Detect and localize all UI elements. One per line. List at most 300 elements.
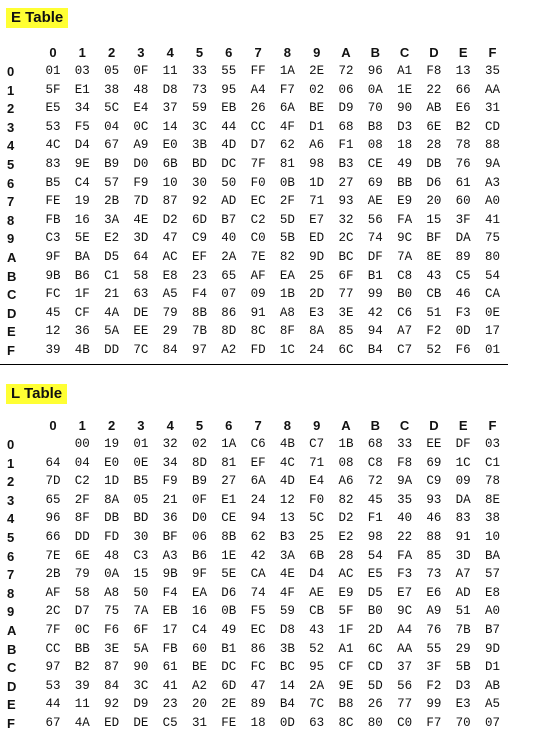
row-header: 6 [7, 175, 15, 191]
column-header: A [341, 418, 351, 433]
table-cell: 70 [367, 101, 383, 116]
table-cell: 62 [279, 138, 295, 153]
table-cell: 29 [455, 641, 471, 656]
table-cell: 2E [309, 64, 325, 78]
table-cell: 15 [133, 567, 149, 582]
table-cell: 79 [74, 567, 90, 582]
table-cell: 89 [455, 250, 471, 264]
row-header: B [7, 268, 17, 284]
table-cell: F1 [367, 511, 383, 526]
table-cell: C9 [191, 231, 207, 246]
table-cell: 9C [397, 231, 413, 246]
row-header: F [7, 343, 15, 358]
table-cell: 3B [191, 138, 207, 153]
table-cell: AF [250, 268, 266, 283]
column-header: 2 [107, 45, 116, 60]
table-cell: 74 [250, 585, 266, 600]
table-cell: 04 [104, 119, 120, 134]
table-cell: 3C [191, 119, 207, 134]
table-cell: 7E [45, 548, 61, 563]
column-header: 6 [225, 45, 233, 60]
table-cell: B0 [367, 604, 383, 619]
table-cell: 3C [133, 678, 149, 693]
table-cell: EC [250, 623, 266, 637]
table-cell: 5C [309, 511, 325, 526]
table-cell: 27 [338, 175, 354, 190]
table-cell: C2 [74, 474, 90, 489]
table-cell: 1C [279, 343, 295, 357]
table-cell: 42 [367, 305, 383, 320]
table-cell: 0D [455, 324, 471, 339]
table-cell: E1 [221, 492, 237, 507]
column-header: F [488, 418, 497, 433]
table-cell: 9B [45, 268, 61, 283]
table-cell: A7 [397, 324, 413, 339]
table-cell: 2D [367, 623, 383, 637]
row-header: 0 [7, 64, 15, 79]
table-cell: F5 [250, 604, 266, 619]
row-header: 1 [7, 455, 15, 471]
table-cell: 8B [221, 530, 237, 544]
table-cell: 16 [74, 212, 90, 227]
row-header: 8 [7, 585, 15, 601]
table-cell: 33 [397, 437, 413, 451]
table-cell: F3 [455, 305, 471, 320]
table-cell: C5 [162, 716, 178, 730]
table-cell: 7E [250, 250, 266, 264]
table-cell: 0E [133, 455, 149, 470]
column-header: C [399, 45, 410, 60]
table-cell: 15 [426, 212, 442, 227]
table-cell: 62 [250, 530, 266, 544]
row-header: C [7, 660, 17, 676]
table-cell: DB [426, 157, 442, 171]
table-cell: 65 [45, 492, 61, 507]
table-cell: E2 [104, 231, 120, 246]
table-cell: 6A [250, 474, 266, 489]
table-cell: CC [250, 119, 266, 134]
table-cell: 5B [455, 660, 471, 675]
column-header: E [458, 45, 468, 60]
row-header: C [7, 287, 17, 303]
table-cell: 97 [191, 343, 207, 357]
table-cell: 41 [484, 212, 500, 227]
table-cell: 77 [397, 697, 413, 712]
table-cell: 99 [367, 287, 383, 302]
table-cell: 4E [133, 212, 149, 227]
table-cell: 56 [397, 678, 413, 693]
table-cell: 03 [74, 64, 90, 78]
table-cell: DE [133, 305, 149, 320]
table-cell: 88 [426, 530, 442, 544]
table-cell: 60 [191, 641, 207, 656]
table-cell: AF [45, 585, 61, 600]
table-cell: E7 [397, 585, 413, 600]
table-cell: FC [45, 287, 61, 302]
table-cell: BA [484, 548, 500, 563]
table-cell: 4A [74, 716, 90, 730]
table-cell: E3 [455, 697, 471, 712]
table-cell: 81 [279, 157, 295, 171]
table-cell: 06 [338, 82, 354, 97]
table-cell: E4 [133, 101, 149, 116]
table-cell: 1C [455, 455, 471, 470]
table-cell: 4F [279, 119, 295, 134]
table-cell: E0 [104, 455, 120, 470]
table-cell: 01 [133, 437, 149, 451]
table-cell: 8F [279, 324, 295, 339]
table-cell: F7 [426, 716, 442, 730]
table-cell: 69 [426, 455, 442, 470]
table-cell: 17 [484, 324, 500, 339]
table-cell: 03 [484, 437, 500, 451]
table-cell: 7C [133, 343, 149, 357]
table-cell: AE [367, 194, 383, 209]
column-header: 1 [78, 45, 86, 60]
column-header: 7 [254, 45, 262, 60]
table-cell: FD [250, 343, 266, 357]
table-cell: B5 [45, 175, 61, 190]
table-cell: 50 [221, 175, 237, 190]
table-cell: 8F [74, 511, 90, 526]
table-cell: 6C [367, 641, 383, 656]
table-cell: FA [397, 548, 413, 563]
table-cell: AD [455, 585, 471, 600]
table-cell: C1 [104, 268, 120, 283]
table-cell: C7 [397, 343, 413, 357]
table-cell: CF [338, 660, 354, 675]
table-cell: 22 [426, 82, 442, 97]
row-header: A [7, 623, 17, 638]
table-cell: B4 [279, 697, 295, 712]
table-cell: B9 [191, 474, 207, 489]
column-header: 4 [166, 45, 174, 60]
table-cell: FA [397, 212, 413, 227]
table-cell: 3A [104, 212, 120, 227]
table-cell: A6 [338, 474, 354, 489]
table-cell: D6 [221, 585, 237, 600]
table-cell: 60 [455, 194, 471, 209]
table-cell: B1 [367, 268, 383, 283]
table-cell: 91 [250, 305, 266, 320]
table-cell: F2 [426, 324, 442, 339]
table-cell: 23 [162, 697, 178, 712]
table-cell: 36 [74, 324, 90, 339]
table-cell: FC [250, 660, 266, 675]
table-cell: 30 [133, 530, 149, 544]
table-cell: 6D [221, 678, 237, 693]
table-cell: 54 [367, 548, 383, 563]
table-cell: A8 [104, 585, 120, 600]
table-cell: 72 [367, 474, 383, 489]
table-cell: D5 [104, 250, 120, 264]
table-cell: B6 [191, 548, 207, 563]
table-cell: 2B [45, 567, 61, 582]
table-cell: 7B [191, 324, 207, 339]
table-cell: CB [309, 604, 325, 619]
table-cell: A2 [191, 678, 207, 693]
table-cell: D6 [426, 175, 442, 190]
table-cell: F6 [104, 623, 120, 637]
table-cell: C9 [426, 474, 442, 489]
table-cell: 90 [397, 101, 413, 116]
table-cell: D4 [74, 138, 90, 153]
table-cell: FB [45, 212, 61, 227]
table-cell: F3 [397, 567, 413, 582]
column-header: 7 [254, 418, 262, 433]
table-cell: E9 [338, 585, 354, 600]
table-cell: 5E [221, 567, 237, 582]
table-cell: D9 [338, 101, 354, 116]
table-cell: BE [309, 101, 325, 116]
table-cell: 95 [221, 82, 237, 97]
table-cell: 49 [221, 623, 237, 637]
table-cell: 35 [484, 64, 500, 78]
table-cell: FD [104, 530, 120, 544]
table-cell: E3 [309, 305, 325, 320]
table-cell: AC [162, 250, 178, 264]
table-cell: BD [191, 157, 207, 171]
row-header: 8 [7, 212, 15, 228]
table-cell: 93 [338, 194, 354, 209]
table-cell: D2 [338, 511, 354, 526]
table-cell: AA [397, 641, 413, 656]
table-cell: 8E [426, 250, 442, 264]
table-cell: 75 [484, 231, 500, 246]
table-cell: E1 [74, 82, 90, 97]
table-cell: A7 [455, 567, 471, 582]
table-cell: B7 [484, 623, 500, 637]
table-cell: AA [484, 82, 500, 97]
table-cell: D1 [484, 660, 500, 675]
table-cell: 10 [484, 530, 500, 544]
table-cell: 94 [250, 511, 266, 526]
table-cell: 37 [397, 660, 413, 675]
table-cell: 5C [104, 101, 120, 116]
table-cell: 1B [338, 437, 354, 451]
table-cell: D1 [309, 119, 325, 134]
table-cell: EC [250, 194, 266, 209]
table-cell: 25 [309, 268, 325, 283]
table-cell: F6 [455, 343, 471, 357]
table-cell: 3F [455, 212, 471, 227]
table-cell: E2 [338, 530, 354, 544]
table-cell: 41 [162, 678, 178, 693]
table-cell: 0A [104, 567, 120, 582]
table-cell: 75 [104, 604, 120, 619]
table-cell: 55 [426, 641, 442, 656]
row-header: 4 [7, 138, 15, 154]
table-cell: 16 [191, 604, 207, 619]
table-cell: C8 [397, 268, 413, 283]
table-cell: 31 [191, 716, 207, 730]
table-cell: 0E [484, 305, 500, 320]
table-cell: 56 [367, 212, 383, 227]
table-cell: E6 [455, 101, 471, 116]
table-cell: 38 [104, 82, 120, 97]
table-cell: 6E [426, 119, 442, 134]
table-cell: 1A [221, 437, 237, 451]
table-cell: 2F [279, 194, 295, 209]
row-header: A [7, 250, 17, 265]
row-header: D [7, 678, 17, 694]
table-cell: 9D [484, 641, 500, 656]
table-cell: A9 [133, 138, 149, 153]
table-cell: CD [484, 119, 500, 134]
column-header: 3 [137, 45, 145, 60]
table-cell: 6A [279, 101, 295, 116]
table-cell: BA [74, 250, 90, 264]
table-cell: F7 [279, 82, 295, 97]
table-cell: EA [279, 268, 295, 283]
table-cell: 54 [484, 268, 500, 283]
table-cell: F2 [426, 678, 442, 693]
table-cell: E0 [162, 138, 178, 153]
table-cell: 7B [455, 623, 471, 637]
table-cell: 08 [338, 455, 354, 470]
row-header: 3 [7, 492, 15, 508]
table-cell: 00 [74, 437, 90, 451]
table-cell: AB [426, 101, 442, 116]
table-cell: 3E [338, 305, 354, 320]
table-cell: EA [191, 585, 207, 600]
table-cell: 34 [74, 101, 90, 116]
table-cell: 5F [45, 82, 61, 97]
table-cell: E4 [309, 474, 325, 489]
table-cell: 92 [104, 697, 120, 712]
table-cell: 8B [191, 305, 207, 320]
table-cell: 34 [162, 455, 178, 470]
table-cell: 6B [309, 548, 325, 563]
table-cell: 4D [221, 138, 237, 153]
table-cell: E6 [426, 585, 442, 600]
column-header: 1 [78, 418, 86, 433]
table-cell: 46 [426, 511, 442, 526]
column-header: C [399, 418, 410, 433]
table-cell: FE [221, 716, 237, 730]
table-cell: 5D [367, 678, 383, 693]
table-cell: 7A [133, 604, 149, 619]
table-cell: 8C [338, 716, 354, 730]
table-cell: 4B [279, 437, 295, 451]
table-cell: B2 [455, 119, 471, 134]
table-cell: 63 [309, 716, 325, 730]
table-cell: 4B [74, 343, 90, 357]
table-cell: 78 [455, 138, 471, 153]
table-cell: 5D [279, 212, 295, 227]
table-cell: 19 [104, 437, 120, 451]
table-cell: 67 [104, 138, 120, 153]
table-cell: 06 [191, 530, 207, 544]
row-header: 7 [7, 194, 15, 210]
table-cell: 39 [74, 678, 90, 693]
table-cell: 14 [162, 119, 178, 134]
table-cell: EB [162, 604, 178, 619]
table-cell: A8 [279, 305, 295, 320]
table-cell: 9D [309, 250, 325, 264]
table-cell: 7F [250, 157, 266, 171]
table-cell: 01 [45, 64, 61, 78]
table-cell: 04 [74, 455, 90, 470]
table-cell: 3D [133, 231, 149, 246]
row-header: 0 [7, 437, 15, 452]
row-header: D [7, 305, 17, 321]
row-header: 3 [7, 119, 15, 135]
table-cell: B2 [74, 660, 90, 675]
table-cell: BF [162, 530, 178, 544]
table-cell: A5 [162, 287, 178, 302]
table-cell: B6 [74, 268, 90, 283]
column-header: D [429, 418, 439, 433]
table-cell: D8 [162, 82, 178, 97]
table-cell: 9B [162, 567, 178, 582]
table-cell: 82 [279, 250, 295, 264]
table-cell: C8 [367, 455, 383, 470]
table-cell: B1 [221, 641, 237, 656]
table-cell: 1A [279, 64, 295, 78]
table-cell: 74 [367, 231, 383, 246]
table-cell: 99 [426, 697, 442, 712]
table-cell: EE [133, 324, 149, 339]
table-cell: 57 [104, 175, 120, 190]
table-cell: 28 [338, 548, 354, 563]
row-header: 2 [7, 101, 15, 117]
table-cell: 6B [162, 157, 178, 171]
table-cell: 1F [338, 623, 354, 637]
table-cell: B8 [367, 119, 383, 134]
table-cell: C6 [397, 305, 413, 320]
table-cell: 0D [279, 716, 295, 730]
table-cell: DF [367, 250, 383, 264]
table-cell: 95 [309, 660, 325, 675]
row-header: E [7, 324, 16, 340]
table-cell: 24 [309, 343, 325, 357]
table-cell: A1 [397, 64, 413, 78]
table-cell: 68 [338, 119, 354, 134]
table-cell: 45 [45, 305, 61, 320]
table-cell: 3E [104, 641, 120, 656]
table-cell: DE [133, 716, 149, 730]
table-cell: 3D [455, 548, 471, 563]
column-header: A [341, 45, 351, 60]
table-cell: 49 [397, 157, 413, 171]
table-cell: 07 [484, 716, 500, 730]
table-cell: FF [250, 64, 266, 78]
table-cell: 37 [162, 101, 178, 116]
table-cell: 0A [367, 82, 383, 97]
table-cell: 4A [104, 305, 120, 320]
table-cell: DB [104, 511, 120, 526]
table-cell: 22 [397, 530, 413, 544]
table-cell: 2A [309, 678, 325, 693]
table-cell: 33 [191, 64, 207, 78]
table-cell: CF [74, 305, 90, 320]
table-cell: 98 [367, 530, 383, 544]
table-cell: 32 [162, 437, 178, 451]
table-cell: 86 [250, 641, 266, 656]
table-cell: ED [309, 231, 325, 246]
table-cell: B3 [279, 530, 295, 544]
table-cell: 51 [455, 604, 471, 619]
table-cell: 83 [45, 157, 61, 171]
column-header: 3 [137, 418, 145, 433]
table-cell: 43 [309, 623, 325, 637]
table-cell: D0 [133, 157, 149, 171]
table-cell: DC [221, 157, 237, 171]
section-divider [0, 364, 508, 365]
table-cell: 44 [221, 119, 237, 134]
table-cell: 25 [309, 530, 325, 544]
